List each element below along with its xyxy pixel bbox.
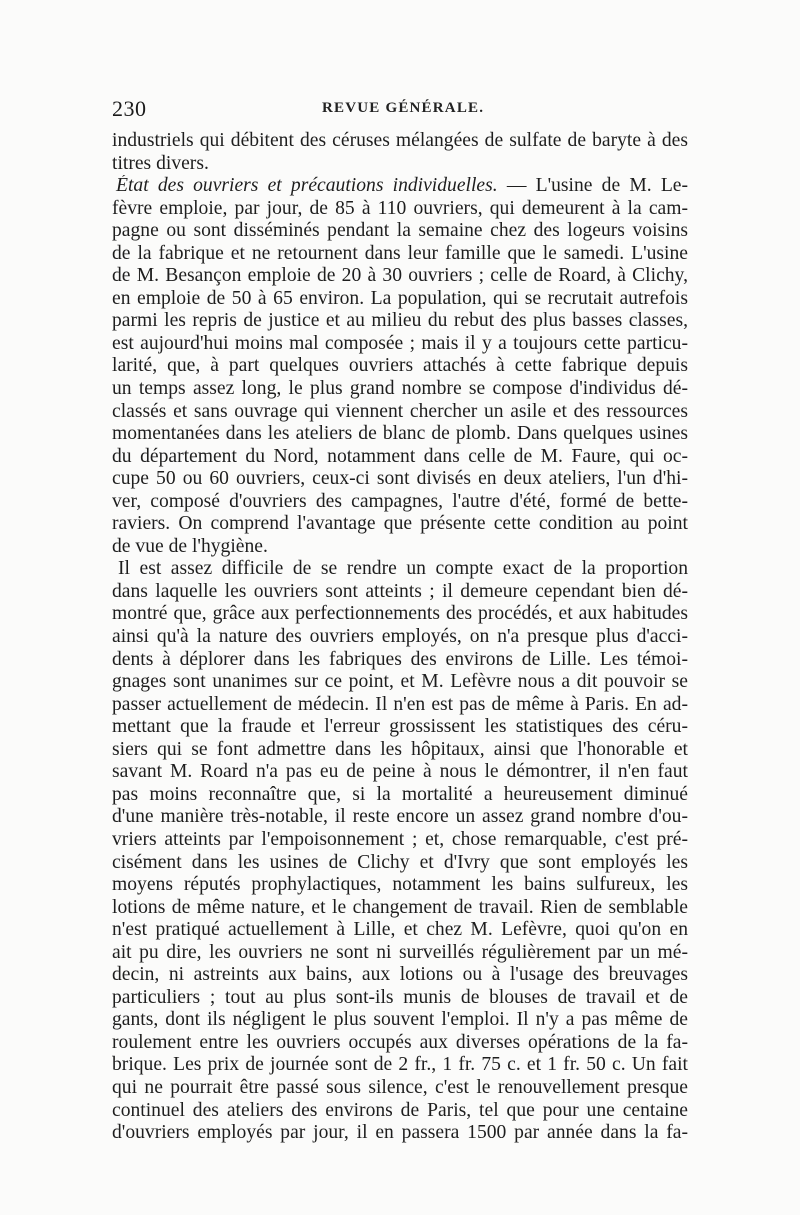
running-head: REVUE GÉNÉRALE. (322, 100, 485, 116)
text-line: ait pu dire, les ouvriers ne sont ni surveillés régulièrement par un mé- (112, 941, 688, 963)
text-line: n'est pratiqué actuellement à Lille, et chez M. Lefèvre, quoi qu'on en (112, 919, 688, 941)
text-line: titres divers. (112, 152, 209, 174)
text-line: decin, ni astreints aux bains, aux lotions ou à l'usage des breuvages (112, 964, 688, 986)
text-line: passer actuellement de médecin. Il n'en est pas de même à Paris. En ad- (112, 693, 688, 715)
text-line: vriers atteints par l'empoisonnement ; et, chose remarquable, c'est pré- (112, 828, 688, 850)
text-line: momentanées dans les ateliers de blanc de plomb. Dans quelques usines (112, 423, 688, 445)
text-line: industriels qui débitent des céruses mélangées de sulfate de baryte à des (112, 130, 688, 151)
text-line: gnages sont unanimes sur ce point, et M. Lefèvre nous a dit pouvoir se (112, 671, 688, 693)
text-line: larité, que, à part quelques ouvriers attachés à cette fabrique depuis (112, 355, 688, 377)
text-line: continuel des ateliers des environs de Paris, tel que pour une centaine (112, 1099, 688, 1121)
page-header (112, 96, 688, 122)
text-line: siers qui se font admettre dans les hôpitaux, ainsi que l'honorable et (112, 738, 688, 760)
text-line: du département du Nord, notamment dans celle de M. Faure, qui oc- (112, 445, 688, 467)
body-text (112, 130, 688, 1145)
text-line: savant M. Roard n'a pas eu de peine à nous le démontrer, il n'en faut (112, 761, 688, 783)
text-line: lotions de même nature, et le changement de travail. Rien de semblable (112, 896, 688, 918)
text-line: ver, composé d'ouvriers des campagnes, l'autre d'été, formé de bette- (112, 490, 688, 512)
text-line: parmi les repris de justice et au milieu du rebut des plus basses classes, (112, 310, 688, 332)
text-line: de M. Besançon emploie de 20 à 30 ouvriers ; celle de Roard, à Clichy, (112, 265, 688, 287)
text-line: brique. Les prix de journée sont de 2 fr., 1 fr. 75 c. et 1 fr. 50 c. Un fait (112, 1054, 688, 1076)
text-line: dents à déplorer dans les fabriques des environs de Lille. Les témoi- (112, 648, 688, 670)
text-line: pagne ou sont disséminés pendant la semaine chez des logeurs voisins (112, 220, 688, 242)
text-line: mettant que la fraude et l'erreur grossissent les statistiques des céru- (112, 716, 688, 738)
text-line: dans laquelle les ouvriers sont atteints ; il demeure cependant bien dé- (112, 580, 688, 602)
text-line: cisément dans les usines de Clichy et d'Ivry que sont employés les (112, 851, 688, 873)
page-number: 230 (112, 96, 147, 121)
text-line: qui ne pourrait être passé sous silence, c'est le renouvellement presque (112, 1076, 688, 1098)
text-line: particuliers ; tout au plus sont-ils munis de blouses de travail et de (112, 986, 688, 1008)
text-line: en emploie de 50 à 65 environ. La population, qui se recrutait autrefois (112, 287, 688, 309)
text-line: Il est assez difficile de se rendre un compte exact de la proportion (118, 558, 688, 580)
text-line: ainsi qu'à la nature des ouvriers employés, on n'a presque plus d'acci- (112, 626, 688, 648)
text-line: roulement entre les ouvriers occupés aux diverses opérations de la fa- (112, 1031, 688, 1053)
text-line: est aujourd'hui moins mal composée ; mais il y a toujours cette particu- (112, 332, 688, 354)
text-line: montré que, grâce aux perfectionnements des procédés, et aux habitudes (112, 603, 688, 625)
text-line: raviers. On comprend l'avantage que présente cette condition au point (112, 513, 688, 535)
section-heading-continuation: — L'usine de M. Le- (497, 175, 688, 197)
section-heading-line (112, 175, 688, 198)
text-line: un temps assez long, le plus grand nombre se compose d'individus dé- (112, 378, 688, 400)
text-line: pas moins reconnaître que, si la mortalité a heureusement diminué (112, 783, 688, 805)
text-line: d'une manière très-notable, il reste encore un assez grand nombre d'ou- (112, 806, 688, 828)
text-line: de vue de l'hygiène. (112, 535, 268, 557)
text-line: d'ouvriers employés par jour, il en passera 1500 par année dans la fa- (112, 1122, 688, 1144)
text-line: gants, dont ils négligent le plus souvent l'emploi. Il n'y a pas même de (112, 1009, 688, 1031)
text-line: moyens réputés prophylactiques, notamment les bains sulfureux, les (112, 874, 688, 896)
text-line: fèvre emploie, par jour, de 85 à 110 ouvriers, qui demeurent à la cam- (112, 197, 688, 219)
text-line: cupe 50 ou 60 ouvriers, ceux-ci sont divisés en deux ateliers, l'un d'hi- (112, 468, 688, 490)
section-heading: État des ouvriers et précautions individuelles. (116, 175, 498, 197)
text-line: classés et sans ouvrage qui viennent chercher un asile et des ressources (112, 400, 688, 422)
text-line: de la fabrique et ne retournent dans leur famille que le samedi. L'usine (112, 242, 688, 264)
